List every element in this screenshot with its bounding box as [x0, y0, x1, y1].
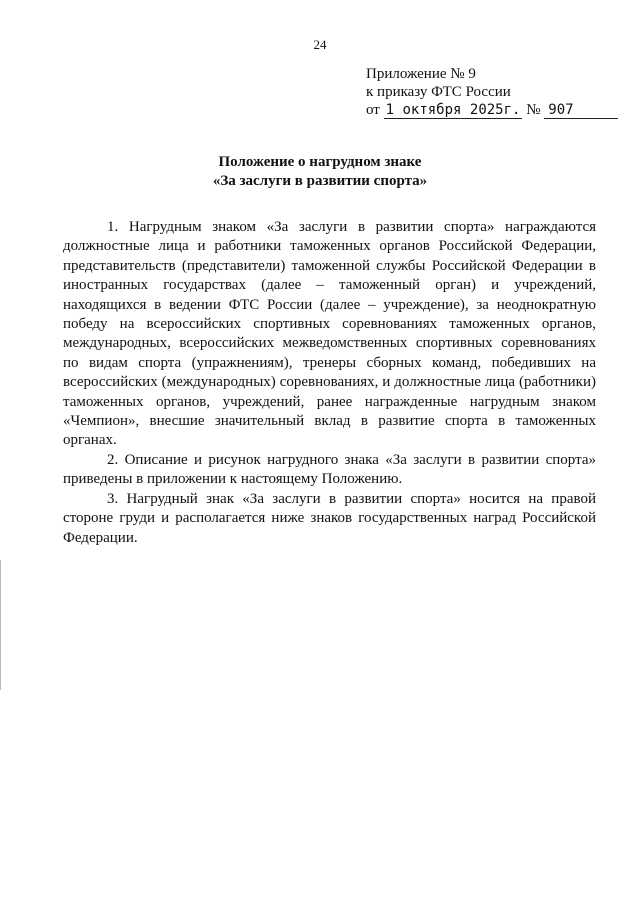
scan-edge-mark — [0, 560, 1, 690]
appendix-title: Приложение № 9 — [366, 66, 476, 82]
paragraph-2: 2. Описание и рисунок нагрудного знака «За заслуги в развитии спорта» приведены в приложении к настоящему Положению. — [63, 451, 596, 488]
appendix-order-date-line — [366, 101, 618, 119]
heading-line-2: «За заслуги в развитии спорта» — [212, 173, 428, 189]
paragraph-1: 1. Нагрудным знаком «За заслуги в развитии спорта» награждаются должностные лица и работники таможенных органов Российской Федерации, представительств (представители) таможенной службы Российской Федерации в иностранных государствах (далее – таможенный орган) и учреждений, находящихся в ведении ФТС России (далее – учреждение), за неоднократную победу на всероссийских спортивных соревнованиях таможенных органов, международных, всероссийских межведомственных спортивных соревнованиях по видам спорта (упражнениям), тренеры сборных команд, победивших на всероссийских (международных) соревнованиях, и должностные лица (работники) таможенных органов, учреждений, ранее награжденные нагрудным знаком «Чемпион», внесшие значительный вклад в развитие спорта в таможенных органах. — [63, 219, 596, 449]
order-date-prefix: от — [366, 102, 380, 118]
order-number-sign: № — [526, 102, 541, 118]
document-body — [63, 218, 596, 548]
order-date-value: 1 октября 2025г. — [385, 102, 521, 118]
order-number-value: 907 — [544, 102, 618, 119]
document-heading — [0, 153, 640, 191]
appendix-header — [366, 65, 618, 119]
appendix-order-reference: к приказу ФТС России — [366, 84, 511, 100]
page-number: 24 — [313, 37, 327, 52]
paragraph-3: 3. Нагрудный знак «За заслуги в развитии спорта» носится на правой стороне груди и располагается ниже знаков государственных наград Российской Федерации. — [63, 490, 596, 546]
heading-line-1: Положение о нагрудном знаке — [218, 154, 422, 170]
